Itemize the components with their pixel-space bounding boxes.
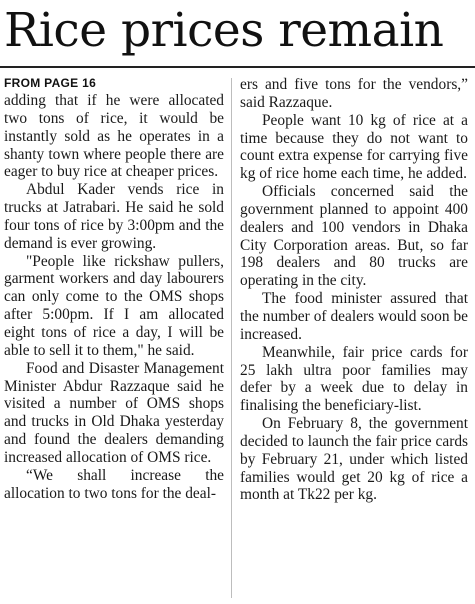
article-paragraph: People want 10 kg of rice at a time because they do not want to count extra expense for carrying five kg of rice home each time, he added. — [240, 111, 468, 183]
article-paragraph: "People like rickshaw pullers, garment workers and day labourers can only come to the OMS shops after 5:00pm. If I am allocated eight tons of rice a day, I will be able to sell it to them," he said. — [4, 252, 224, 359]
article-paragraph: Abdul Kader vends rice in trucks at Jatrabari. He said he sold four tons of rice by 3:00pm and the demand is ever growing. — [4, 181, 224, 252]
article-paragraph: “We shall increase the allocation to two tons for the deal- — [4, 466, 224, 502]
article-paragraph: Food and Disaster Management Minister Abdur Razzaque said he visited a number of OMS shops and trucks in Old Dhaka yesterday and found the dealers demanding increased allocation of OMS rice. — [4, 359, 224, 466]
continuation-kicker: FROM PAGE 16 — [4, 76, 97, 90]
article-paragraph: ers and five tons for the vendors,” said Razzaque. — [240, 76, 468, 111]
article-headline: Rice prices remain — [4, 3, 444, 58]
article-column-left — [4, 76, 224, 502]
article-paragraph: adding that if he were allocated two tons of rice, it would be instantly sold as he operates in a shanty town where people there are eager to buy rice at cheaper prices. — [4, 92, 224, 181]
headline-rule — [0, 66, 475, 68]
article-column-right — [240, 76, 468, 504]
column-divider — [231, 78, 232, 598]
article-paragraph: Officials concerned said the government planned to appoint 400 dealers and 100 vendors in Dhaka City Corporation areas. But, so far 198 dealers and 80 trucks are operating in the city. — [240, 183, 468, 290]
article-paragraph: On February 8, the government decided to launch the fair price cards by February 21, under which listed families would get 20 kg of rice a month at Tk22 per kg. — [240, 415, 468, 504]
article-paragraph: The food minister assured that the number of dealers would soon be increased. — [240, 290, 468, 343]
article-paragraph: Meanwhile, fair price cards for 25 lakh ultra poor families may defer by a week due to delay in finalising the beneficiary-list. — [240, 343, 468, 415]
